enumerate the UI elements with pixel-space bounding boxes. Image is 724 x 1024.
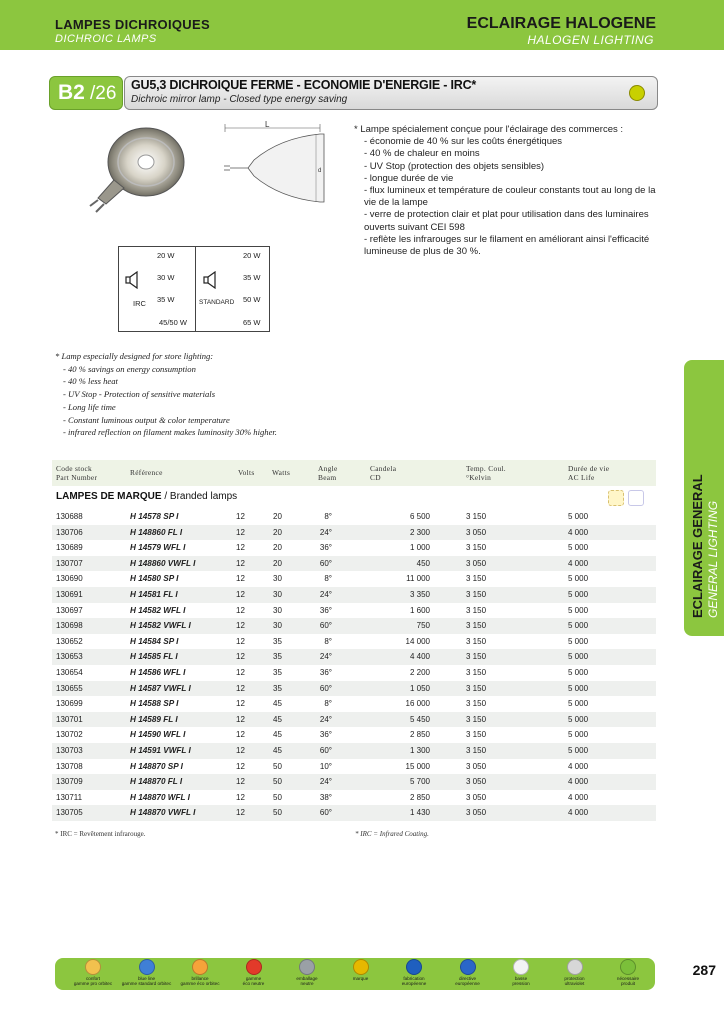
product-title-bar	[124, 76, 658, 110]
cell-volts: 12	[236, 808, 245, 818]
diameter-label: d	[318, 168, 322, 174]
cell-watts: 45	[273, 699, 282, 709]
section-label: LAMPES DE MARQUE / Branded lamps	[56, 491, 238, 502]
cell-color-temperature: 3 150	[466, 636, 487, 646]
legend-sublabel: éco neutre	[242, 981, 265, 987]
legend-item	[545, 958, 605, 986]
cell-candela: 15 000	[405, 761, 430, 771]
table-row	[52, 556, 656, 572]
cell-watts: 35	[273, 652, 282, 662]
category-title: LAMPES DICHROIQUES	[55, 17, 210, 32]
legend-sublabel: ultraviolet	[564, 981, 585, 987]
cell-part-number: 130709	[56, 777, 83, 787]
legend-label: emballage	[296, 976, 318, 981]
cell-color-temperature: 3 150	[466, 652, 487, 662]
cell-lamp-life: 5 000	[568, 746, 589, 755]
cell-part-number: 130653	[56, 652, 83, 662]
cell-candela: 5 450	[409, 714, 430, 724]
page-header	[0, 0, 724, 50]
cell-candela: 2 850	[409, 730, 430, 740]
category-subtitle: DICHROIC LAMPS	[55, 33, 157, 45]
cell-beam-angle: 8°	[324, 699, 332, 709]
header-candela: Candela CD	[370, 464, 397, 482]
brand-icon	[353, 959, 369, 975]
legend-label: basse	[514, 976, 528, 981]
cell-candela: 1 600	[409, 605, 430, 615]
cell-watts: 30	[273, 621, 282, 631]
cell-volts: 12	[236, 746, 245, 755]
cell-beam-angle: 24°	[319, 527, 332, 537]
feature-item-en: - infrared reflection on filament makes luminosity 30% higher.	[63, 427, 277, 438]
legend-sublabel: gamme pro orbitec	[73, 981, 113, 987]
cell-volts: 12	[236, 512, 245, 521]
table-row	[52, 712, 656, 728]
feature-item-en: - Constant luminous output & color temperature	[63, 414, 230, 425]
cell-volts: 12	[236, 621, 245, 631]
cell-volts: 12	[236, 699, 245, 709]
cell-color-temperature: 3 150	[466, 574, 487, 584]
cell-watts: 20	[273, 512, 282, 521]
legend-item	[331, 958, 391, 981]
cell-reference: H 14588 SP I	[130, 699, 179, 709]
legend-item	[117, 958, 177, 986]
chapter-side-tab[interactable]	[684, 360, 724, 636]
cell-reference: H 148860 FL I	[130, 527, 183, 537]
cell-lamp-life: 5 000	[568, 605, 589, 615]
legend-sublabel: européenne	[455, 981, 480, 987]
cell-part-number: 130697	[56, 605, 83, 615]
table-row	[52, 571, 656, 587]
cell-reference: H 148870 FL I	[130, 777, 183, 787]
cell-lamp-life: 5 000	[568, 668, 589, 677]
cell-color-temperature: 3 150	[466, 621, 487, 631]
cell-volts: 12	[236, 590, 245, 599]
cell-reference: H 14590 WFL I	[130, 730, 186, 740]
feature-item-en: - 40 % savings on energy consumption	[63, 363, 196, 374]
irc-wattage: 30 W	[157, 273, 175, 282]
legend-item	[438, 958, 498, 986]
cell-reference: H 14580 SP I	[130, 574, 179, 584]
standard-wattage: 65 W	[243, 318, 261, 327]
cell-candela: 3 350	[409, 590, 430, 599]
product-code-badge	[49, 76, 123, 110]
cell-watts: 35	[273, 636, 282, 646]
cell-color-temperature: 3 050	[466, 761, 487, 771]
legend-label: nécessaire	[616, 976, 640, 981]
cell-beam-angle: 38°	[319, 792, 332, 802]
cell-volts: 12	[236, 668, 245, 677]
legend-label: protection	[564, 976, 585, 981]
cell-lamp-life: 5 000	[568, 512, 589, 521]
legend-label: blue line	[137, 976, 156, 981]
table-row	[52, 649, 656, 665]
cell-color-temperature: 3 050	[466, 792, 487, 802]
header-life: Durée de vie AC Life	[568, 464, 610, 482]
feature-item-fr: - longue durée de vie	[364, 172, 454, 184]
product-page-ref: /26	[90, 83, 117, 104]
cell-color-temperature: 3 150	[466, 512, 487, 521]
cell-beam-angle: 36°	[319, 605, 332, 615]
cell-reference: H 14578 SP I	[130, 512, 179, 521]
cell-lamp-life: 5 000	[568, 730, 589, 740]
uv-stop-icon	[628, 490, 644, 506]
legend-label: gamme	[245, 976, 262, 981]
standard-lamp-icon	[203, 271, 219, 289]
cell-reference: H 14591 VWFL I	[130, 746, 191, 755]
cell-volts: 12	[236, 730, 245, 740]
cell-reference: H 148870 SP I	[130, 761, 183, 771]
legend-sublabel: neutre	[300, 981, 314, 987]
cell-beam-angle: 36°	[319, 730, 332, 740]
table-row	[52, 696, 656, 712]
section-title: ECLAIRAGE HALOGENE	[466, 15, 656, 32]
cell-candela: 1 300	[409, 746, 430, 755]
cell-lamp-life: 4 000	[568, 777, 589, 787]
cell-part-number: 130652	[56, 636, 83, 646]
cell-watts: 45	[273, 746, 282, 755]
table-row	[52, 509, 656, 525]
uv-protection-icon	[567, 959, 583, 975]
cell-beam-angle: 24°	[319, 652, 332, 662]
blue-line-icon	[139, 959, 155, 975]
feature-item-fr: - verre de protection clair et plat pour utilisation dans des luminaires ouverts suivant CEI 598	[364, 209, 649, 233]
cell-color-temperature: 3 150	[466, 730, 487, 740]
cell-candela: 750	[416, 621, 430, 631]
legend-item	[224, 958, 284, 986]
cell-part-number: 130654	[56, 668, 83, 677]
legend-item	[63, 958, 123, 986]
cell-part-number: 130708	[56, 761, 83, 771]
feature-item-fr: - 40 % de chaleur en moins	[364, 148, 480, 160]
irc-wattage: 20 W	[157, 251, 175, 260]
legend-label: brillance	[191, 976, 209, 981]
cell-volts: 12	[236, 574, 245, 584]
standard-label: STANDARD	[199, 299, 235, 306]
table-section-header	[52, 487, 656, 507]
cell-lamp-life: 5 000	[568, 574, 589, 584]
cell-volts: 12	[236, 543, 245, 553]
legend-label: marque	[352, 976, 369, 981]
cell-volts: 12	[236, 714, 245, 724]
table-row	[52, 774, 656, 790]
packaging-icon	[299, 959, 315, 975]
table-header	[52, 460, 656, 486]
cell-watts: 50	[273, 808, 282, 818]
eco-range-icon	[246, 959, 262, 975]
section-subtitle: HALOGEN LIGHTING	[527, 33, 654, 47]
cell-part-number: 130690	[56, 574, 83, 584]
cell-reference: H 148860 VWFL I	[130, 558, 196, 568]
cell-watts: 20	[273, 558, 282, 568]
cell-candela: 16 000	[405, 699, 430, 709]
brilliance-icon	[192, 959, 208, 975]
cell-watts: 45	[273, 730, 282, 740]
table-row	[52, 759, 656, 775]
cell-watts: 35	[273, 668, 282, 677]
feature-item-en: - 40 % less heat	[63, 376, 118, 387]
feature-item-fr: - UV Stop (protection des objets sensibles)	[364, 160, 545, 172]
cell-watts: 30	[273, 590, 282, 599]
cell-beam-angle: 60°	[319, 808, 332, 818]
cell-part-number: 130689	[56, 543, 83, 553]
cell-lamp-life: 5 000	[568, 636, 589, 646]
cell-beam-angle: 36°	[319, 668, 332, 677]
cell-volts: 12	[236, 792, 245, 802]
table-row	[52, 587, 656, 603]
cell-watts: 20	[273, 527, 282, 537]
table-row	[52, 634, 656, 650]
cell-color-temperature: 3 050	[466, 777, 487, 787]
cell-lamp-life: 5 000	[568, 683, 589, 693]
cell-beam-angle: 24°	[319, 590, 332, 599]
cell-part-number: 130698	[56, 621, 83, 631]
cell-watts: 50	[273, 761, 282, 771]
cell-beam-angle: 8°	[324, 574, 332, 584]
cell-candela: 2 850	[409, 792, 430, 802]
cell-reference: H 14582 VWFL I	[130, 621, 191, 631]
cell-lamp-life: 5 000	[568, 699, 589, 709]
legend-item	[384, 958, 444, 986]
cell-lamp-life: 4 000	[568, 761, 589, 771]
cell-lamp-life: 5 000	[568, 714, 589, 724]
standard-wattage: 20 W	[243, 251, 261, 260]
cell-volts: 12	[236, 652, 245, 662]
cell-candela: 2 200	[409, 668, 430, 677]
product-title: GU5,3 DICHROIQUE FERME - ECONOMIE D'ENERGIE - IRC*	[131, 78, 477, 92]
legend-label: directive	[458, 976, 477, 981]
cell-beam-angle: 10°	[319, 761, 332, 771]
cell-part-number: 130691	[56, 590, 83, 599]
table-row	[52, 743, 656, 759]
table-row	[52, 790, 656, 806]
feature-item-en: - UV Stop - Protection of sensitive materials	[63, 389, 216, 400]
legend-sublabel: pression	[512, 981, 530, 987]
features-intro-en: * Lamp especially designed for store lighting:	[55, 351, 214, 361]
cell-volts: 12	[236, 527, 245, 537]
cell-color-temperature: 3 150	[466, 590, 487, 599]
irc-label: IRC	[133, 299, 146, 308]
wattage-equivalence-table	[118, 246, 270, 332]
cell-color-temperature: 3 150	[466, 699, 487, 709]
cell-lamp-life: 5 000	[568, 590, 589, 599]
page-number: 287	[692, 962, 716, 978]
cell-part-number: 130688	[56, 512, 83, 521]
cell-volts: 12	[236, 558, 245, 568]
cell-volts: 12	[236, 636, 245, 646]
low-pressure-icon	[513, 959, 529, 975]
irc-wattage: 35 W	[157, 295, 175, 304]
legend-footer	[55, 958, 655, 990]
cell-part-number: 130655	[56, 683, 83, 693]
cell-reference: H 148870 VWFL I	[130, 808, 196, 818]
chapter-title: ECLAIRAGE GENERAL	[690, 474, 705, 618]
table-row	[52, 618, 656, 634]
cell-part-number: 130701	[56, 714, 83, 724]
cell-watts: 30	[273, 574, 282, 584]
feature-item-fr: - économie de 40 % sur les coûts énergétiques	[364, 136, 563, 148]
cell-reference: H 14579 WFL I	[130, 543, 186, 553]
table-row	[52, 805, 656, 821]
eu-made-icon	[406, 959, 422, 975]
cell-candela: 2 300	[409, 527, 430, 537]
cell-candela: 1 050	[409, 683, 430, 693]
comfort-icon	[85, 959, 101, 975]
cell-color-temperature: 3 150	[466, 543, 487, 553]
cell-candela: 450	[416, 558, 430, 568]
standard-wattage: 35 W	[243, 273, 261, 282]
cell-candela: 5 700	[409, 777, 430, 787]
legend-label: confort	[85, 976, 101, 981]
lamp-photo	[84, 120, 194, 220]
irc-wattage: 45/50 W	[159, 318, 187, 327]
table-row	[52, 603, 656, 619]
cell-watts: 35	[273, 683, 282, 693]
cell-watts: 20	[273, 543, 282, 553]
legend-item	[170, 958, 230, 986]
table-row	[52, 525, 656, 541]
cell-beam-angle: 24°	[319, 777, 332, 787]
cell-part-number: 130703	[56, 746, 83, 755]
cell-lamp-life: 4 000	[568, 808, 589, 818]
cell-candela: 11 000	[406, 574, 430, 584]
cell-color-temperature: 3 150	[466, 746, 487, 755]
socket-icon	[629, 85, 645, 101]
cell-beam-angle: 60°	[319, 558, 332, 568]
cell-color-temperature: 3 050	[466, 558, 487, 568]
cell-reference: H 14587 VWFL I	[130, 683, 191, 693]
cell-lamp-life: 5 000	[568, 621, 589, 631]
cell-watts: 30	[273, 605, 282, 615]
cell-color-temperature: 3 150	[466, 683, 487, 693]
footnote-fr: * IRC = Revêtement infrarouge.	[55, 830, 146, 838]
cell-watts: 50	[273, 792, 282, 802]
cell-candela: 1 430	[409, 808, 430, 818]
footnote-en: * IRC = Infrared Coating.	[355, 830, 429, 838]
cell-candela: 1 000	[409, 543, 430, 553]
cell-reference: H 14585 FL I	[130, 652, 178, 662]
cell-reference: H 14586 WFL I	[130, 668, 186, 677]
cell-reference: H 148870 WFL I	[130, 792, 190, 802]
cell-part-number: 130707	[56, 558, 83, 568]
legend-sublabel: gamme standard orbitec	[121, 981, 172, 987]
cell-part-number: 130706	[56, 527, 83, 537]
cell-color-temperature: 3 050	[466, 808, 487, 818]
cell-watts: 45	[273, 714, 282, 724]
cell-watts: 50	[273, 777, 282, 787]
legend-sublabel: gamme éco orbitec	[180, 981, 220, 987]
chapter-subtitle: GENERAL LIGHTING	[706, 500, 720, 618]
cell-lamp-life: 5 000	[568, 543, 589, 553]
cell-candela: 4 400	[409, 652, 430, 662]
cell-part-number: 130702	[56, 730, 83, 740]
header-angle: Angle Beam	[318, 464, 338, 482]
cell-color-temperature: 3 150	[466, 714, 487, 724]
cell-lamp-life: 4 000	[568, 792, 589, 802]
legend-sublabel: européenne	[401, 981, 427, 987]
cell-part-number: 130705	[56, 808, 83, 818]
length-label: L	[265, 120, 270, 129]
cell-beam-angle: 60°	[319, 683, 332, 693]
legend-sublabel: produit	[620, 981, 636, 987]
cell-volts: 12	[236, 605, 245, 615]
legend-label: fabrication	[403, 976, 425, 981]
feature-item-fr: - reflète les infrarouges sur le filament en améliorant ainsi l'efficacité lumineuse de plus de 30 %.	[364, 233, 650, 258]
legend-item	[277, 958, 337, 986]
cell-volts: 12	[236, 683, 245, 693]
table-row	[52, 681, 656, 697]
cell-candela: 14 000	[405, 636, 430, 646]
cell-volts: 12	[236, 761, 245, 771]
header-reference: Référence	[130, 468, 163, 477]
cell-volts: 12	[236, 777, 245, 787]
cell-beam-angle: 24°	[319, 714, 332, 724]
header-code: Code stock Part Number	[56, 464, 98, 482]
product-code: B2	[58, 81, 85, 104]
table-divider	[195, 247, 196, 331]
cell-color-temperature: 3 150	[466, 668, 487, 677]
legend-item	[491, 958, 551, 986]
cell-lamp-life: 4 000	[568, 527, 589, 537]
cell-part-number: 130699	[56, 699, 83, 709]
cell-reference: H 14584 SP I	[130, 636, 179, 646]
energy-saving-icon	[608, 490, 624, 506]
cell-lamp-life: 4 000	[568, 558, 589, 568]
table-row	[52, 665, 656, 681]
irc-lamp-icon	[125, 271, 141, 289]
header-temperature: Temp. Coul. °Kelvin	[466, 464, 506, 482]
cell-color-temperature: 3 150	[466, 605, 487, 615]
cell-color-temperature: 3 050	[466, 527, 487, 537]
features-list-en	[55, 350, 385, 439]
cell-lamp-life: 5 000	[568, 652, 589, 662]
cell-reference: H 14589 FL I	[130, 714, 178, 724]
product-subtitle: Dichroic mirror lamp - Closed type energy saving	[131, 94, 348, 105]
product-icon	[620, 959, 636, 975]
header-volts: Volts	[238, 468, 255, 477]
eu-directive-icon	[460, 959, 476, 975]
standard-wattage: 50 W	[243, 295, 261, 304]
feature-item-en: - Long life time	[63, 401, 116, 412]
cell-reference: H 14581 FL I	[130, 590, 178, 599]
cell-beam-angle: 8°	[324, 512, 332, 521]
cell-beam-angle: 60°	[319, 621, 332, 631]
features-list-fr	[354, 124, 659, 258]
cell-beam-angle: 36°	[319, 543, 332, 553]
table-row	[52, 540, 656, 556]
cell-candela: 6 500	[409, 512, 430, 521]
legend-item	[598, 958, 658, 986]
cell-reference: H 14582 WFL I	[130, 605, 186, 615]
cell-beam-angle: 8°	[324, 636, 332, 646]
dimension-diagram	[220, 120, 340, 210]
cell-beam-angle: 60°	[319, 746, 332, 755]
feature-item-fr: - flux lumineux et température de couleur constants tout au long de la vie de la lampe	[364, 185, 656, 209]
features-intro-fr: * Lampe spécialement conçue pour l'éclairage des commerces :	[354, 124, 624, 135]
table-row	[52, 727, 656, 743]
cell-part-number: 130711	[56, 792, 83, 802]
header-watts: Watts	[272, 468, 291, 477]
